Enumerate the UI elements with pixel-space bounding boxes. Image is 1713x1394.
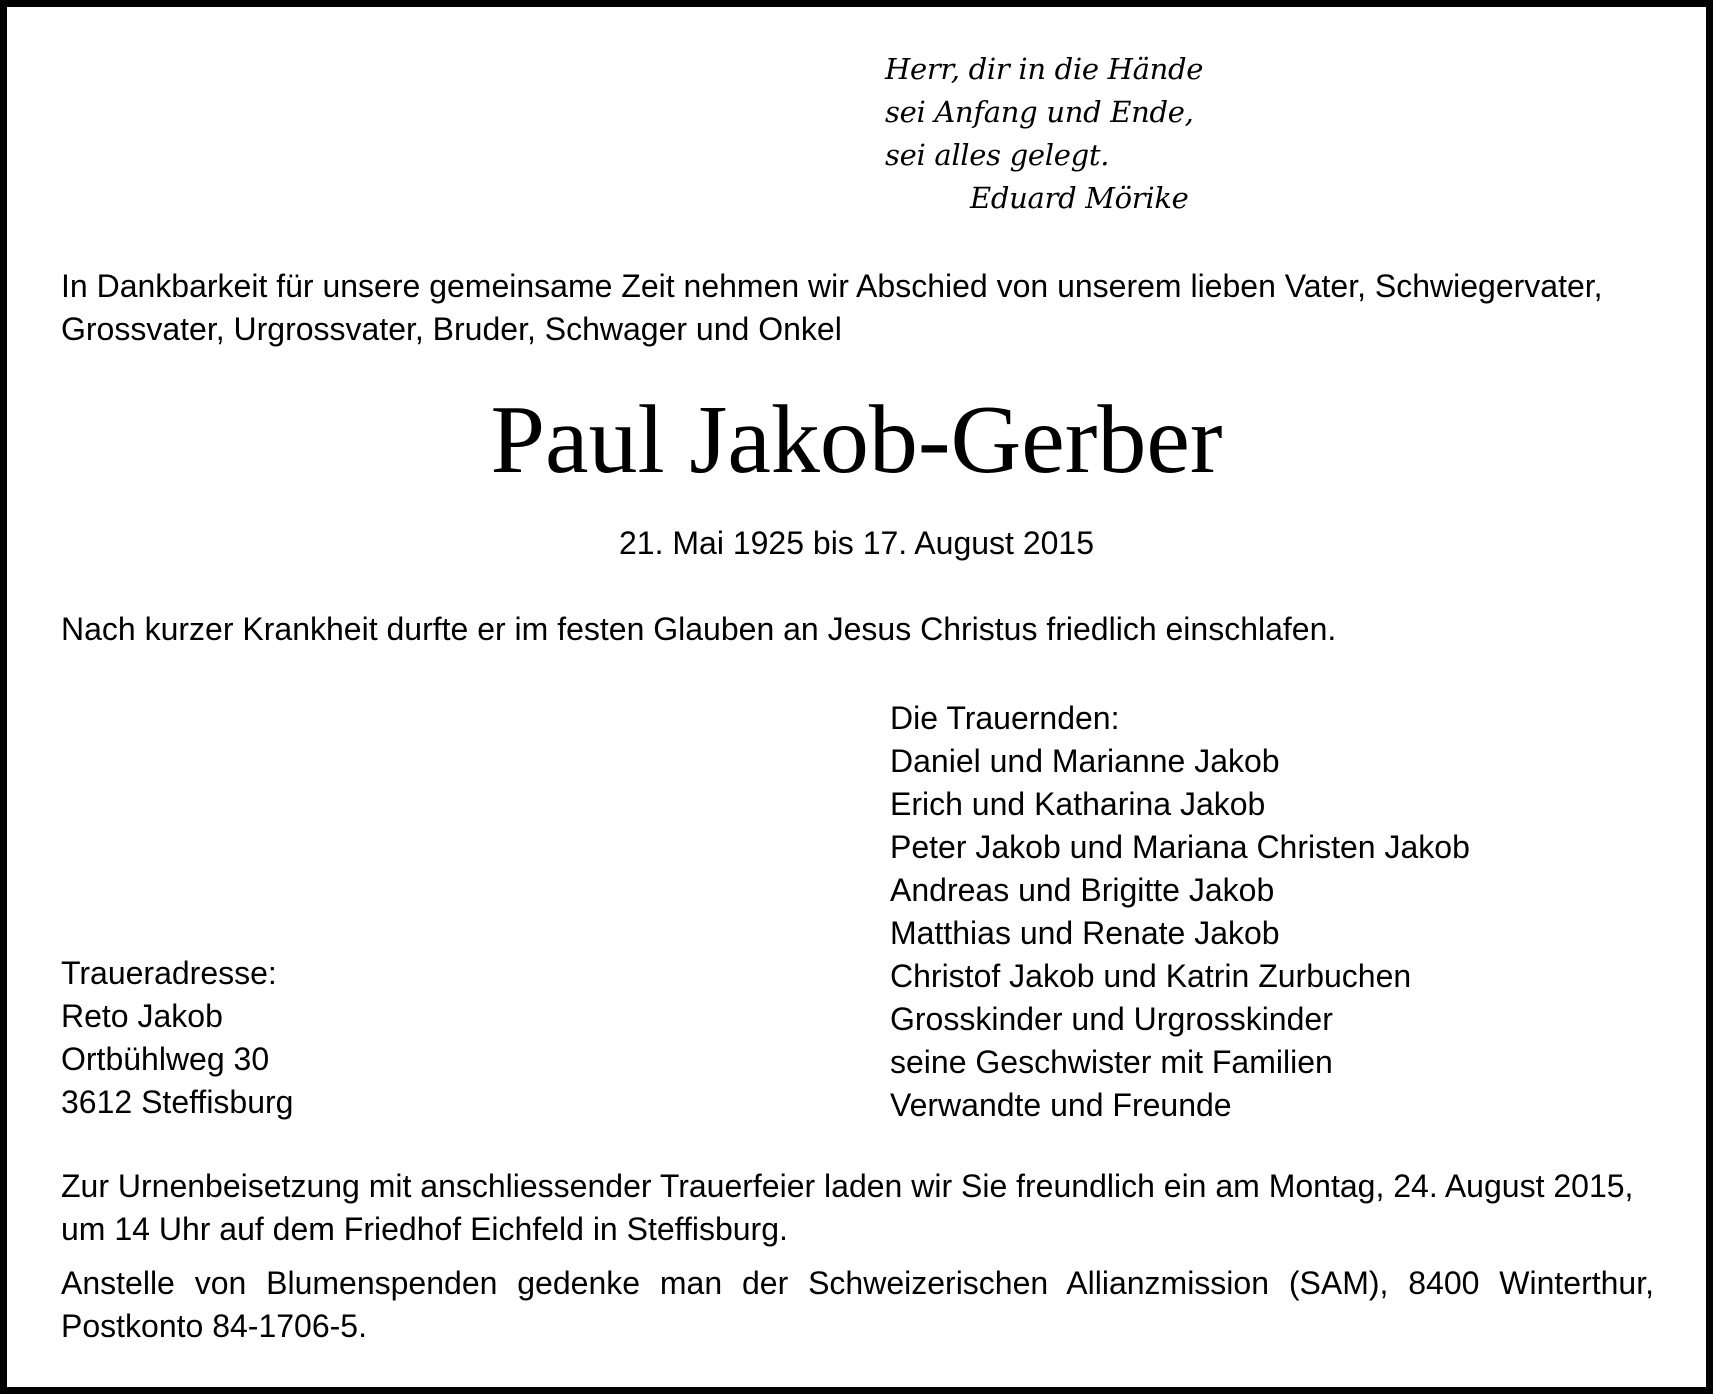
intro-text: In Dankbarkeit für unsere gemeinsame Zeit nehmen wir Abschied von unserem lieben Vater, Schwiegervater, Grossvater, Urgrossvater, Bruder, Schwager und Onkel — [61, 268, 1603, 347]
life-dates: 21. Mai 1925 bis 17. August 2015 — [618, 525, 1094, 561]
mourner-name: Grosskinder und Urgrosskinder — [890, 1001, 1333, 1037]
mourner-name: Peter Jakob und Mariana Christen Jakob — [890, 829, 1470, 865]
motto-line: Herr, dir in die Hände — [885, 52, 1204, 86]
passing-text: Nach kurzer Krankheit durfte er im festen Glauben an Jesus Christus friedlich einschlafen. — [61, 611, 1337, 647]
address-line: 3612 Steffisburg — [61, 1084, 294, 1120]
mourners-heading: Die Trauernden: — [890, 700, 1120, 736]
address-heading: Traueradresse: — [61, 955, 277, 991]
motto-author: Eduard Mörike — [970, 181, 1189, 215]
deceased-name: Paul Jakob-Gerber — [490, 386, 1223, 494]
donation-text: Anstelle von Blumenspenden gedenke man der Schweizerischen Allianzmission (SAM), 8400 Winterthur, Postkonto 84-1706-5. — [61, 1265, 1654, 1344]
motto-quote — [885, 48, 1203, 220]
mourners-list — [890, 697, 1470, 1127]
address-line: Reto Jakob — [61, 998, 223, 1034]
mourner-name: Daniel und Marianne Jakob — [890, 743, 1280, 779]
mourner-name: Matthias und Renate Jakob — [890, 915, 1280, 951]
mourner-name: Verwandte und Freunde — [890, 1087, 1232, 1123]
mourner-name: seine Geschwister mit Familien — [890, 1044, 1333, 1080]
mourner-name: Erich und Katharina Jakob — [890, 786, 1266, 822]
ceremony-text: Zur Urnenbeisetzung mit anschliessender Trauerfeier laden wir Sie freundlich ein am Montag, 24. August 2015, um 14 Uhr auf dem Friedhof Eichfeld in Steffisburg. — [61, 1168, 1634, 1247]
motto-line: sei alles gelegt. — [885, 138, 1110, 172]
mourner-name: Christof Jakob und Katrin Zurbuchen — [890, 958, 1412, 994]
mourner-name: Andreas und Brigitte Jakob — [890, 872, 1275, 908]
mourning-address — [61, 952, 293, 1124]
motto-line: sei Anfang und Ende, — [885, 95, 1194, 129]
address-line: Ortbühlweg 30 — [61, 1041, 270, 1077]
